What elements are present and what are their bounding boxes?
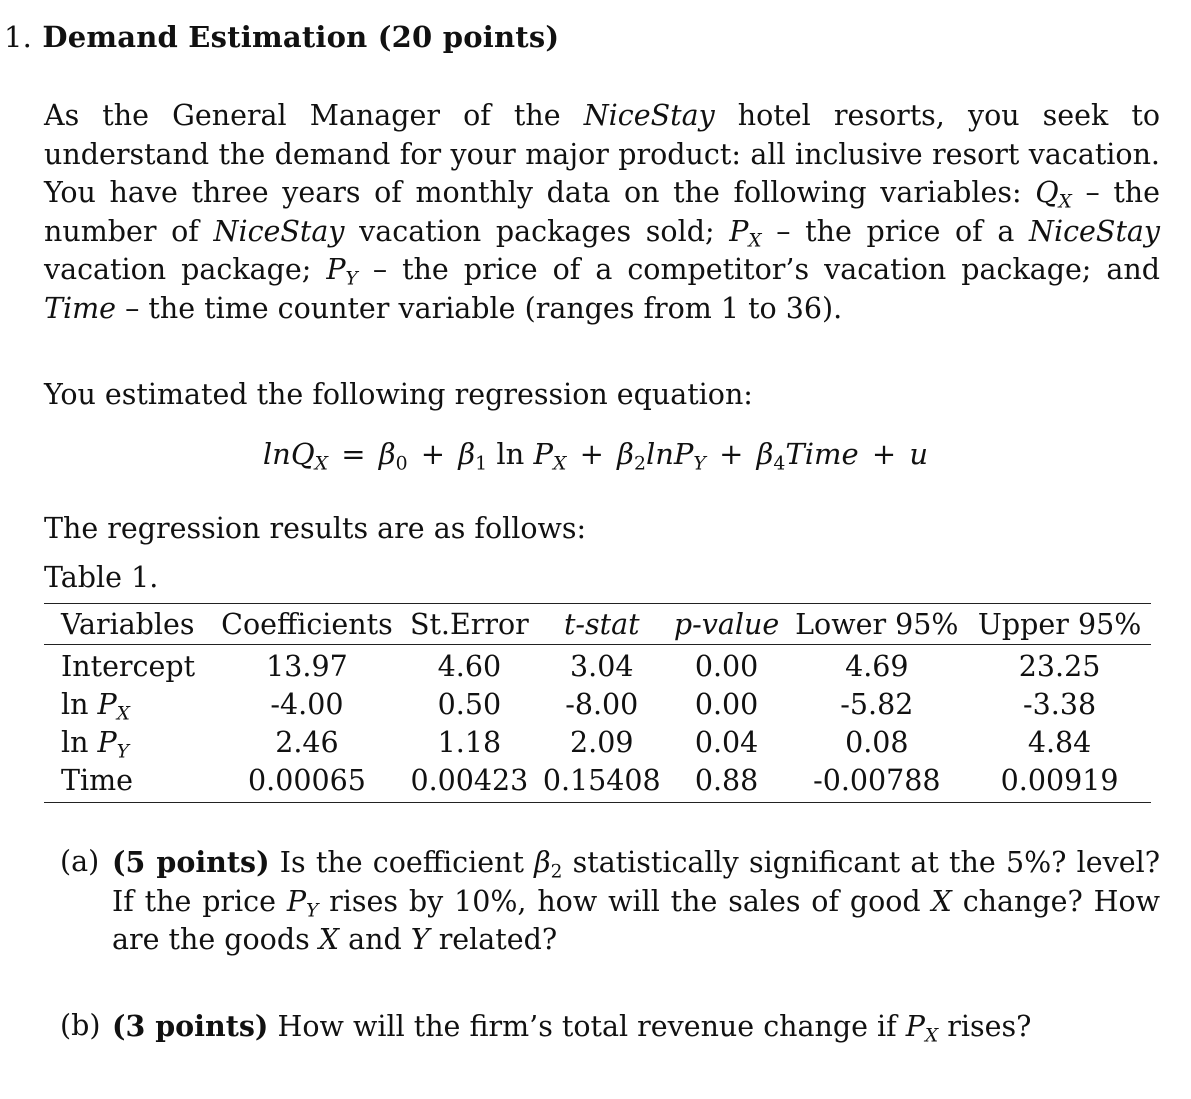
var-sub: Y <box>345 268 358 290</box>
table-row <box>44 761 1151 803</box>
var-p: P <box>729 214 749 248</box>
var-y: Y <box>410 923 430 956</box>
table-row <box>44 645 1151 686</box>
ln-label: ln <box>61 687 89 721</box>
row-variable <box>44 685 211 723</box>
eq-sub: X <box>553 453 567 475</box>
var-sub: X <box>1058 191 1072 213</box>
var-p: P <box>97 687 117 721</box>
eq-term: β <box>378 437 396 471</box>
eq-term: lnQ <box>262 437 315 471</box>
question-text: rises by 10%, how will the sales of good <box>329 884 921 918</box>
question-points: (3 points) <box>112 1009 269 1043</box>
header-t-stat: t-stat <box>536 604 668 645</box>
cell-lower-95: 4.69 <box>845 649 909 683</box>
row-variable: Intercept <box>61 649 196 683</box>
question-text: rises? <box>947 1010 1032 1043</box>
question-text: statistically significant at the 5%? level? If the price <box>112 846 1160 918</box>
var-p: P <box>905 1010 925 1043</box>
header-upper-95: Upper 95% <box>968 604 1151 645</box>
eq-operator: + <box>420 437 446 471</box>
ln-label: ln <box>61 725 89 759</box>
var-sub: Y <box>116 741 129 763</box>
eq-operator: + <box>871 437 897 471</box>
var-sub: X <box>924 1025 939 1047</box>
eq-sub: 2 <box>633 453 646 475</box>
cell-st-error: 1.18 <box>437 725 502 759</box>
eq-operator: + <box>719 437 744 471</box>
var-q: Q <box>1035 176 1059 209</box>
cell-p-value: 0.00 <box>694 649 759 683</box>
results-intro: The regression results are as follows: <box>44 512 587 545</box>
intro-text: hotel resorts, you seek to understand the demand for your major product: all inclusive resort vacation. You have three years of monthly data on the following variables: <box>44 99 1161 209</box>
var-sub: X <box>748 230 762 252</box>
eq-term: β <box>458 437 476 471</box>
cell-p-value: 0.04 <box>694 725 759 759</box>
eq-term: β <box>617 437 634 471</box>
eq-sub: 0 <box>395 453 408 475</box>
cell-upper-95: 23.25 <box>1018 649 1101 683</box>
question-label: (b) <box>60 1009 101 1042</box>
var-p: P <box>97 725 117 759</box>
cell-p-value: 0.00 <box>694 687 759 721</box>
eq-term: Time <box>785 437 859 471</box>
question-points: (5 points) <box>112 845 270 879</box>
intro-text: – the number of <box>44 176 1161 248</box>
table-label: Table 1. <box>44 561 159 594</box>
cell-p-value: 0.88 <box>668 761 786 803</box>
table-header-row <box>44 604 1151 645</box>
var-time: Time <box>44 291 117 325</box>
var-p: P <box>326 253 346 286</box>
hotel-name: NiceStay <box>1029 214 1160 248</box>
var-sub: X <box>116 703 130 725</box>
eq-sub: 1 <box>475 453 488 475</box>
cell-upper-95: -3.38 <box>1023 687 1097 721</box>
header-lower-95: Lower 95% <box>785 604 968 645</box>
var-x: X <box>931 884 952 918</box>
cell-lower-95: -5.82 <box>840 687 914 721</box>
cell-t-stat: 2.09 <box>570 725 634 759</box>
question-text: Is the coefficient <box>279 846 524 879</box>
eq-term: ln <box>496 437 525 471</box>
cell-coefficient: 0.00065 <box>211 761 403 803</box>
cell-coefficient: 13.97 <box>266 649 348 683</box>
header-p-value: p-value <box>668 604 786 645</box>
question-body <box>112 1007 1160 1047</box>
var-p: P <box>286 884 307 918</box>
question-body <box>112 843 1160 960</box>
question-text: change? How are the goods <box>112 884 1161 956</box>
problem-title: Demand Estimation (20 points) <box>42 20 560 54</box>
cell-coefficient: -4.00 <box>270 687 344 721</box>
table-row <box>44 685 1151 723</box>
cell-lower-95: -0.00788 <box>785 761 968 803</box>
table-row <box>44 723 1151 761</box>
var-sub: Y <box>306 900 319 922</box>
cell-st-error: 0.00423 <box>403 761 536 803</box>
cell-t-stat: 3.04 <box>570 649 634 683</box>
intro-text: – the price of a <box>776 214 1015 248</box>
hotel-name: NiceStay <box>583 99 715 132</box>
row-variable <box>44 723 211 761</box>
question-label: (a) <box>60 845 100 878</box>
cell-st-error: 0.50 <box>437 687 502 721</box>
question-b <box>60 1007 1160 1047</box>
eq-term: P <box>533 437 553 471</box>
eq-operator: + <box>579 437 604 471</box>
intro-text: vacation packages sold; <box>359 214 715 248</box>
regression-table <box>44 603 1151 803</box>
row-variable: Time <box>44 761 211 803</box>
cell-coefficient: 2.46 <box>275 725 339 759</box>
regression-equation <box>0 437 1191 475</box>
intro-text: As the General Manager of the <box>44 99 561 132</box>
eq-sub: Y <box>693 453 706 475</box>
cell-st-error: 4.60 <box>437 649 502 683</box>
intro-paragraph <box>44 97 1160 328</box>
header-st-error: St.Error <box>403 604 536 645</box>
cell-t-stat: 0.15408 <box>536 761 668 803</box>
eq-operator: = <box>341 437 366 471</box>
cell-t-stat: -8.00 <box>565 687 639 721</box>
question-text: and <box>348 923 402 956</box>
header-coefficients: Coefficients <box>211 604 403 645</box>
intro-text: – the price of a competitor’s vacation package; and <box>372 253 1161 286</box>
eq-term: β <box>756 437 774 471</box>
hotel-name: NiceStay <box>213 214 345 248</box>
var-beta: β <box>534 846 551 879</box>
question-text: How will the firm’s total revenue change if <box>277 1010 897 1043</box>
regression-intro: You estimated the following regression equation: <box>44 378 753 411</box>
question-a <box>60 843 1160 960</box>
eq-term: lnP <box>645 437 694 471</box>
var-x: X <box>318 923 340 956</box>
intro-text: vacation package; <box>44 253 312 286</box>
cell-lower-95: 0.08 <box>845 725 909 759</box>
cell-upper-95: 0.00919 <box>968 761 1151 803</box>
eq-sub: 4 <box>773 453 786 475</box>
cell-upper-95: 4.84 <box>1027 725 1092 759</box>
intro-text: – the time counter variable (ranges from 1 to 36). <box>125 291 843 325</box>
problem-number: 1. <box>4 20 33 54</box>
eq-term: u <box>909 437 929 471</box>
header-variables: Variables <box>44 604 211 645</box>
question-text: related? <box>438 923 558 956</box>
problem-heading <box>4 20 559 54</box>
var-sub: 2 <box>550 861 563 883</box>
eq-sub: X <box>314 453 329 475</box>
